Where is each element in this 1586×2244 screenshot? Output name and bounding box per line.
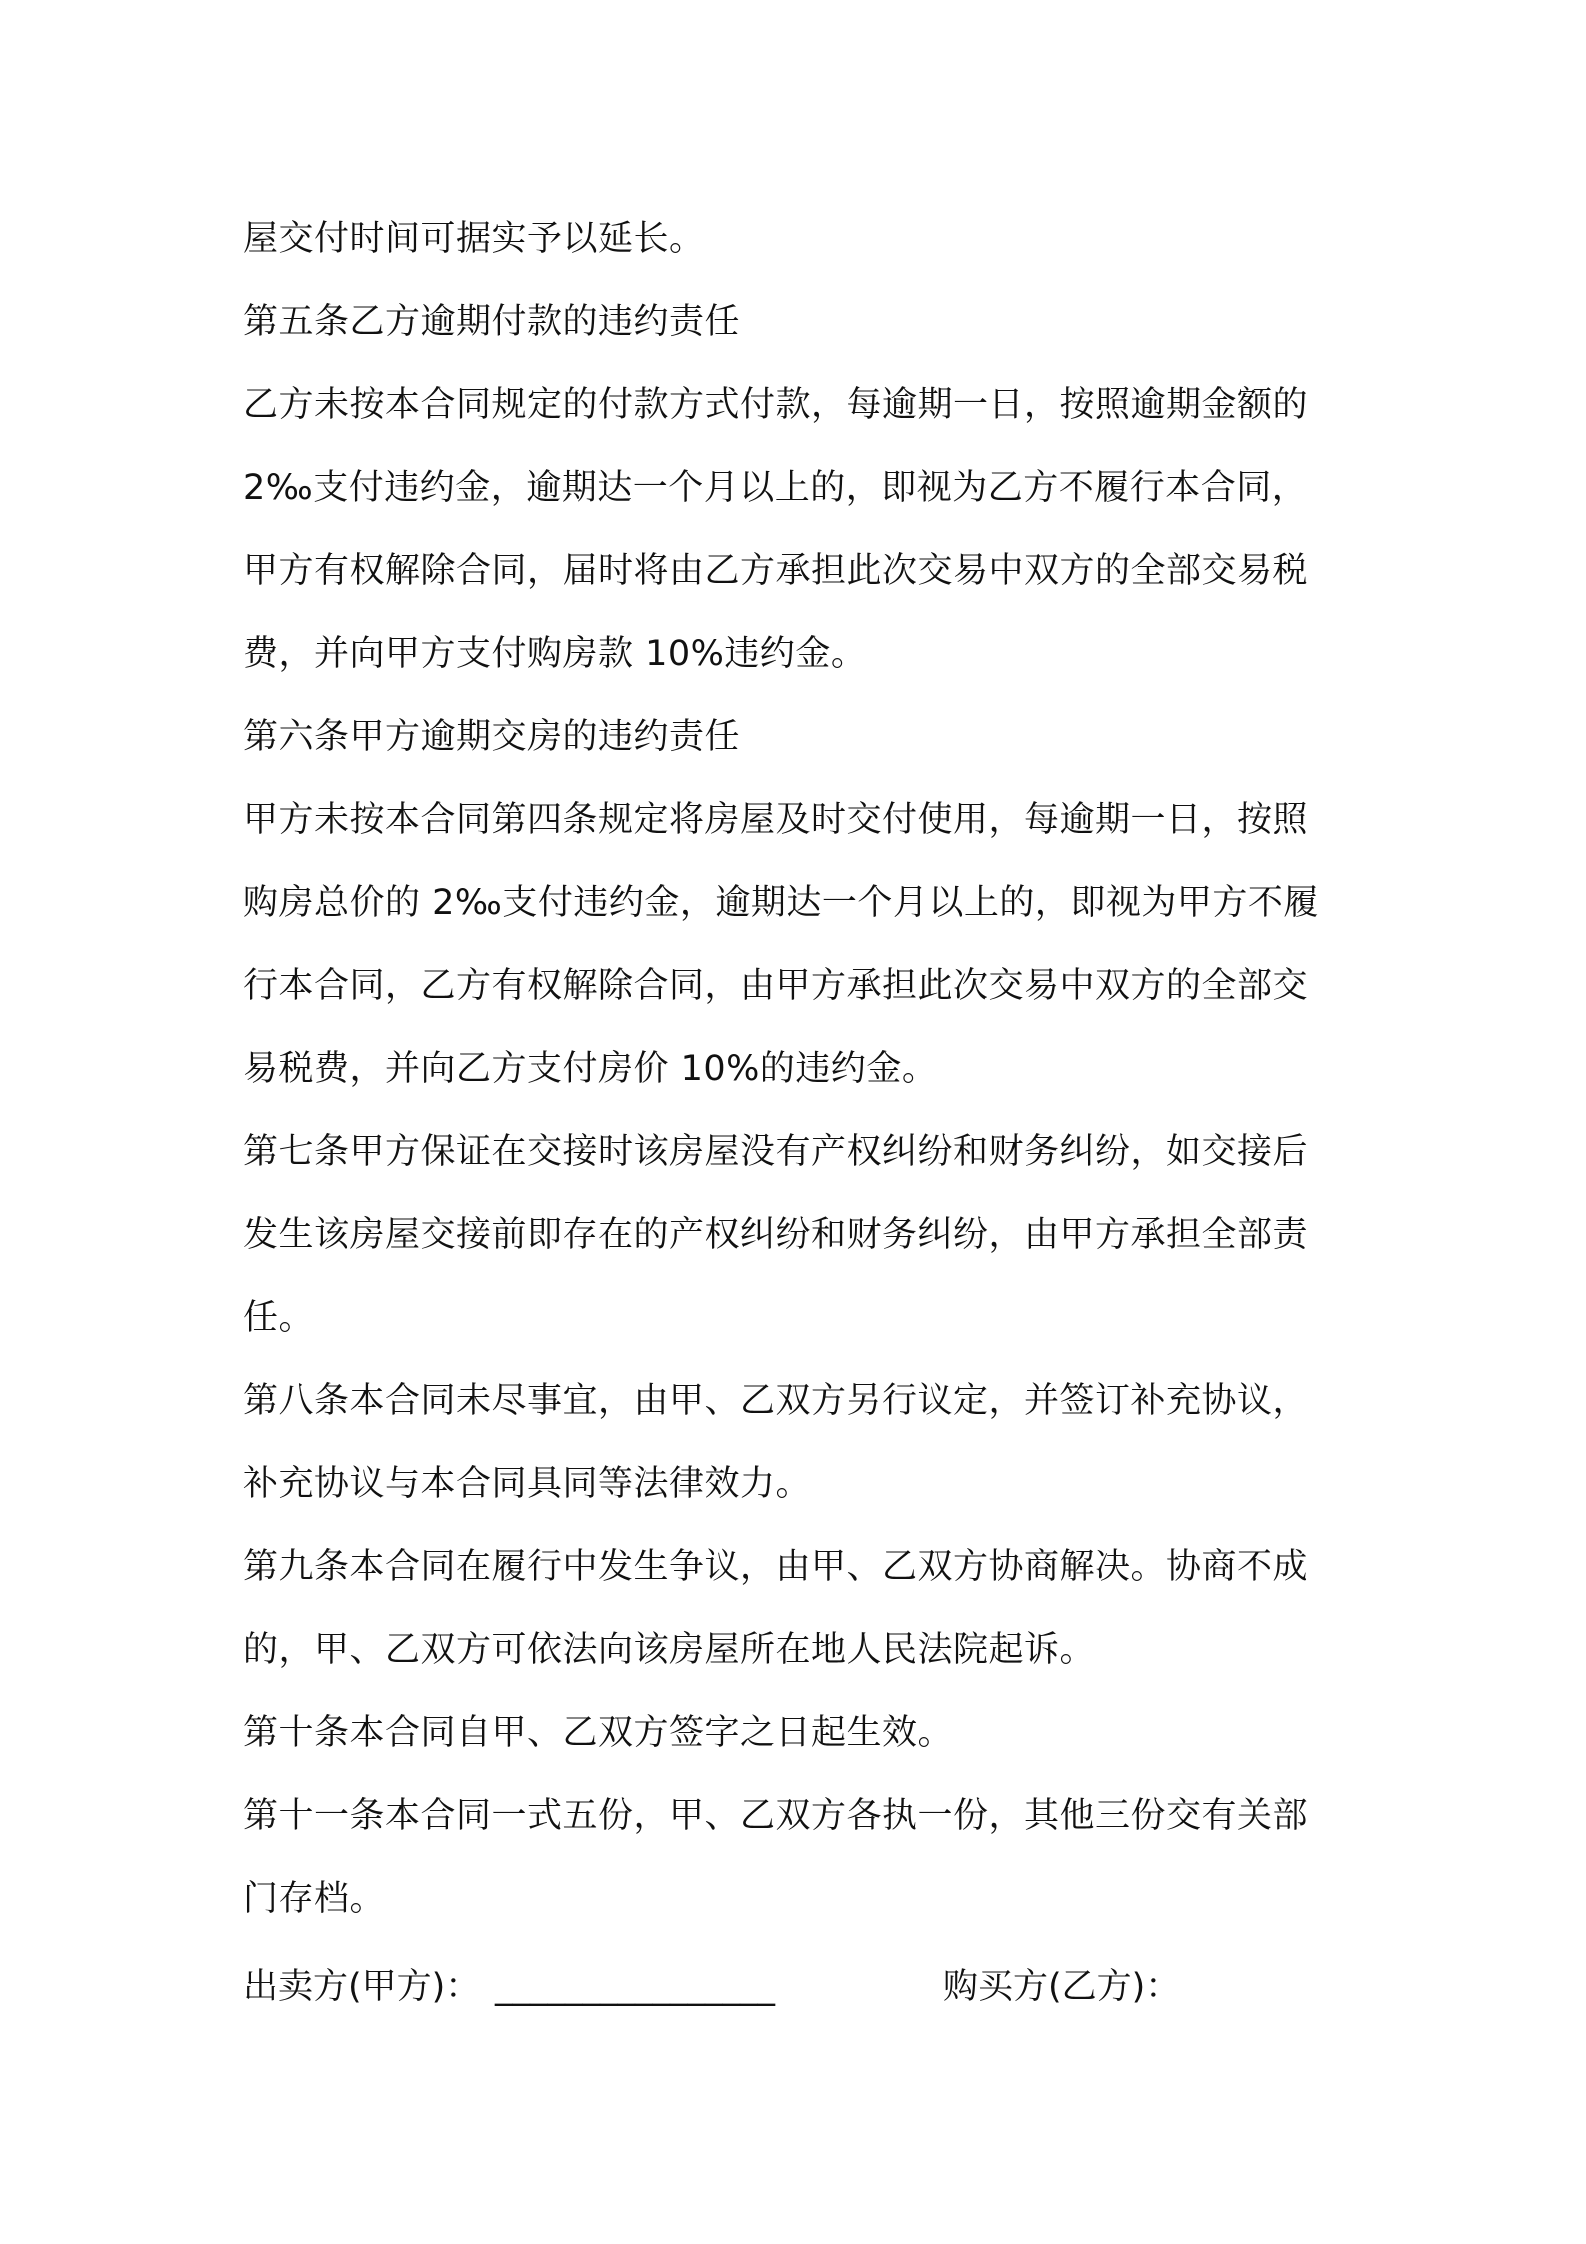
clause-text: 第七条甲方保证在交接时该房屋没有产权纠纷和财务纠纷，如交接后 <box>243 1132 1309 1172</box>
clause-text: 第九条本合同在履行中发生争议，由甲、乙双方协商解决。协商不成 <box>243 1547 1309 1587</box>
text-line: 易税费，并向乙方支付房价 10%的违约金。 <box>243 1049 938 1089</box>
text-line: 甲方有权解除合同，届时将由乙方承担此次交易中双方的全部交易税 <box>243 551 1309 591</box>
text-line: 发生该房屋交接前即存在的产权纠纷和财务纠纷，由甲方承担全部责 <box>243 1215 1309 1255</box>
text-line: 甲方未按本合同第四条规定将房屋及时交付使用，每逾期一日，按照 <box>243 800 1309 840</box>
buyer-label: 购买方(乙方)： <box>943 1967 1181 2007</box>
text-line: 费，并向甲方支付购房款 10%违约金。 <box>243 634 867 674</box>
text-line: 购房总价的 2‰支付违约金，逾期达一个月以上的，即视为甲方不履 <box>243 883 1319 923</box>
text-line: 行本合同，乙方有权解除合同，由甲方承担此次交易中双方的全部交 <box>243 966 1309 1006</box>
text-line: 屋交付时间可据实予以延长。 <box>243 219 705 259</box>
text-line: 2‰支付违约金，逾期达一个月以上的，即视为乙方不履行本合同， <box>243 468 1308 508</box>
text-line: 任。 <box>243 1298 315 1338</box>
contract-body <box>243 198 1363 1941</box>
text-line: 补充协议与本合同具同等法律效力。 <box>243 1464 812 1504</box>
clause-heading: 第五条乙方逾期付款的违约责任 <box>243 302 741 342</box>
text-line: 的，甲、乙双方可依法向该房屋所在地人民法院起诉。 <box>243 1630 1096 1670</box>
clause-text: 第八条本合同未尽事宜，由甲、乙双方另行议定，并签订补充协议， <box>243 1381 1309 1421</box>
clause-text: 第十条本合同自甲、乙双方签字之日起生效。 <box>243 1713 954 1753</box>
clause-text: 第十一条本合同一式五份，甲、乙双方各执一份，其他三份交有关部 <box>243 1796 1309 1836</box>
seller-label: 出卖方(甲方)： <box>243 1967 481 2007</box>
text-line: 门存档。 <box>243 1879 386 1919</box>
seller-signature-blank: ________________ <box>495 1967 775 2007</box>
signature-row <box>243 1946 1363 2029</box>
clause-heading: 第六条甲方逾期交房的违约责任 <box>243 717 741 757</box>
text-line: 乙方未按本合同规定的付款方式付款，每逾期一日，按照逾期金额的 <box>243 385 1309 425</box>
